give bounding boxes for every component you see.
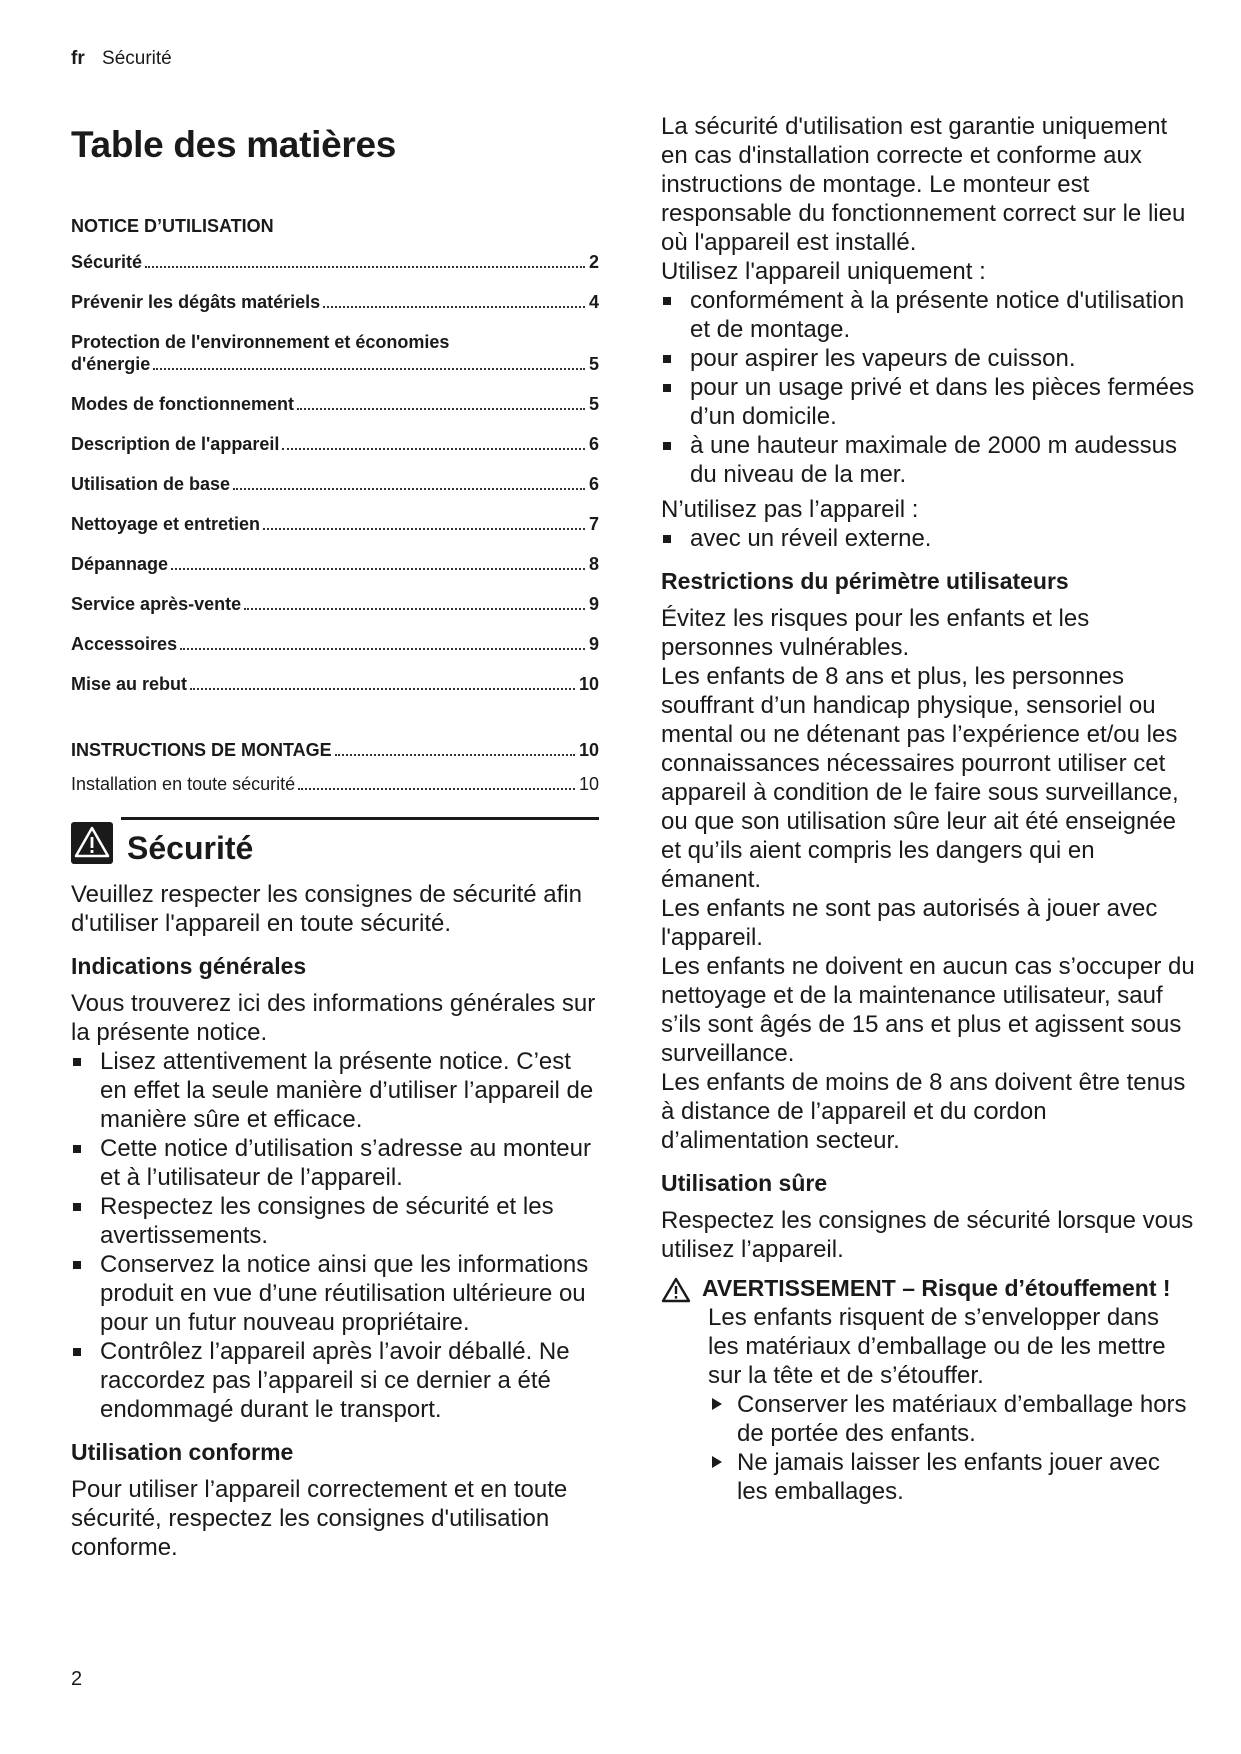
toc-entry[interactable]: Description de l'appareil 6: [71, 434, 599, 454]
toc-part-installation[interactable]: INSTRUCTIONS DE MONTAGE 10: [71, 740, 599, 760]
warning-title: AVERTISSEMENT – Risque d’étouffement !: [661, 1274, 1196, 1303]
list-item: Contrôlez l’appareil après l’avoir déballé. Ne raccordez pas l’appareil si ce dernier a été endommagé durant le transport.: [71, 1337, 599, 1424]
page-number: 2: [71, 1668, 83, 1690]
safe-use-heading: Utilisation sûre: [661, 1170, 828, 1196]
toc-entry[interactable]: Mise au rebut 10: [71, 674, 599, 694]
restrictions-p5: Les enfants de moins de 8 ans doivent être tenus à distance de l’appareil et du cordon d’alimentation secteur.: [661, 1069, 1186, 1154]
toc-title: Table des matières: [71, 124, 397, 165]
list-item: conformément à la présente notice d'utilisation et de montage.: [661, 286, 1196, 344]
header-section: Sécurité: [102, 48, 172, 69]
conform-heading: Utilisation conforme: [71, 1439, 294, 1465]
use-list: [661, 286, 1196, 489]
use-only-label: Utilisez l'appareil uniquement :: [661, 258, 986, 285]
dont-use-list: [661, 524, 1196, 553]
safety-title: Sécurité: [127, 830, 254, 866]
conform-text: Pour utiliser l’appareil correctement et en toute sécurité, respectez les consignes d'utilisation conforme.: [71, 1476, 568, 1561]
toc-entry[interactable]: Service après-vente 9: [71, 594, 599, 614]
toc-entry[interactable]: Protection de l'environnement et économies d'énergie 5: [71, 332, 599, 374]
warning-icon: [71, 822, 113, 864]
left-column: [71, 112, 599, 1562]
toc-entry[interactable]: Accessoires 9: [71, 634, 599, 654]
list-item: à une hauteur maximale de 2000 m audessus du niveau de la mer.: [661, 431, 1196, 489]
list-item: pour aspirer les vapeurs de cuisson.: [661, 344, 1196, 373]
restrictions-p4: Les enfants ne doivent en aucun cas s’occuper du nettoyage et de la maintenance utilisateur, sauf s’ils sont âgés de 15 ans et plus et agissent sous surveillance.: [661, 953, 1195, 1067]
action-item: Ne jamais laisser les enfants jouer avec les emballages.: [708, 1448, 1196, 1506]
toc-list: [71, 251, 599, 795]
warning-actions: [708, 1390, 1196, 1506]
action-item: Conserver les matériaux d’emballage hors de portée des enfants.: [708, 1390, 1196, 1448]
list-item: Cette notice d’utilisation s’adresse au monteur et à l’utilisateur de l’appareil.: [71, 1134, 599, 1192]
warning-triangle-icon: [661, 1277, 691, 1310]
list-item: avec un réveil externe.: [661, 524, 1196, 553]
toc-entry[interactable]: Utilisation de base 6: [71, 474, 599, 494]
general-intro: Vous trouverez ici des informations générales sur la présente notice.: [71, 990, 596, 1046]
list-item: Lisez attentivement la présente notice. C’est en effet la seule manière d’utiliser l’appareil de manière sûre et efficace.: [71, 1047, 599, 1134]
restrictions-p1: Évitez les risques pour les enfants et les personnes vulnérables.: [661, 605, 1090, 661]
restrictions-p2: Les enfants de 8 ans et plus, les personnes souffrant d’un handicap physique, sensoriel ou mental ou ne détenant pas l’expérience et/ou les connaissances nécessaires pourront utiliser cet appareil à condition de le faire sous surveillance, ou que son utilisation sûre leur ait été enseignée et qu’ils aient compris les dangers qui en émanent.: [661, 663, 1179, 893]
restrictions-heading: Restrictions du périmètre utilisateurs: [661, 568, 1069, 594]
dont-use-label: N’utilisez pas l’appareil :: [661, 496, 919, 523]
safety-intro: Veuillez respecter les consignes de sécurité afin d'utiliser l'appareil en toute sécurité.: [71, 881, 582, 937]
toc-entry[interactable]: Prévenir les dégâts matériels 4: [71, 292, 599, 312]
toc-entry[interactable]: Dépannage 8: [71, 554, 599, 574]
toc-entry[interactable]: Modes de fonctionnement 5: [71, 394, 599, 414]
toc-entry[interactable]: Sécurité 2: [71, 252, 599, 272]
list-item: Conservez la notice ainsi que les informations produit en vue d’une réutilisation ultérieure ou pour un futur nouveau propriétaire.: [71, 1250, 599, 1337]
safety-section-header: [121, 817, 599, 880]
warning-text: Les enfants risquent de s’envelopper dans les matériaux d’emballage ou de les mettre sur la tête et de s’étouffer.: [708, 1304, 1166, 1389]
list-item: Respectez les consignes de sécurité et les avertissements.: [71, 1192, 599, 1250]
restrictions-p3: Les enfants ne sont pas autorisés à jouer avec l'appareil.: [661, 895, 1158, 951]
conform-text-2: La sécurité d'utilisation est garantie uniquement en cas d'installation correcte et conforme aux instructions de montage. Le monteur est responsable du fonctionnement correct sur le lieu où l'appareil est installé.: [661, 113, 1186, 256]
language-code: fr: [71, 48, 85, 69]
page-header: [71, 48, 172, 70]
toc-entry[interactable]: Installation en toute sécurité 10: [71, 774, 599, 794]
safe-use-text: Respectez les consignes de sécurité lorsque vous utilisez l’appareil.: [661, 1207, 1194, 1263]
right-column: [661, 112, 1196, 1506]
warning-block: [661, 1274, 1196, 1506]
toc-entry[interactable]: Nettoyage et entretien 7: [71, 514, 599, 534]
general-list: [71, 1047, 599, 1424]
general-heading: Indications générales: [71, 953, 307, 979]
toc-part-usage: NOTICE D’UTILISATION: [71, 216, 274, 236]
list-item: pour un usage privé et dans les pièces fermées d’un domicile.: [661, 373, 1196, 431]
